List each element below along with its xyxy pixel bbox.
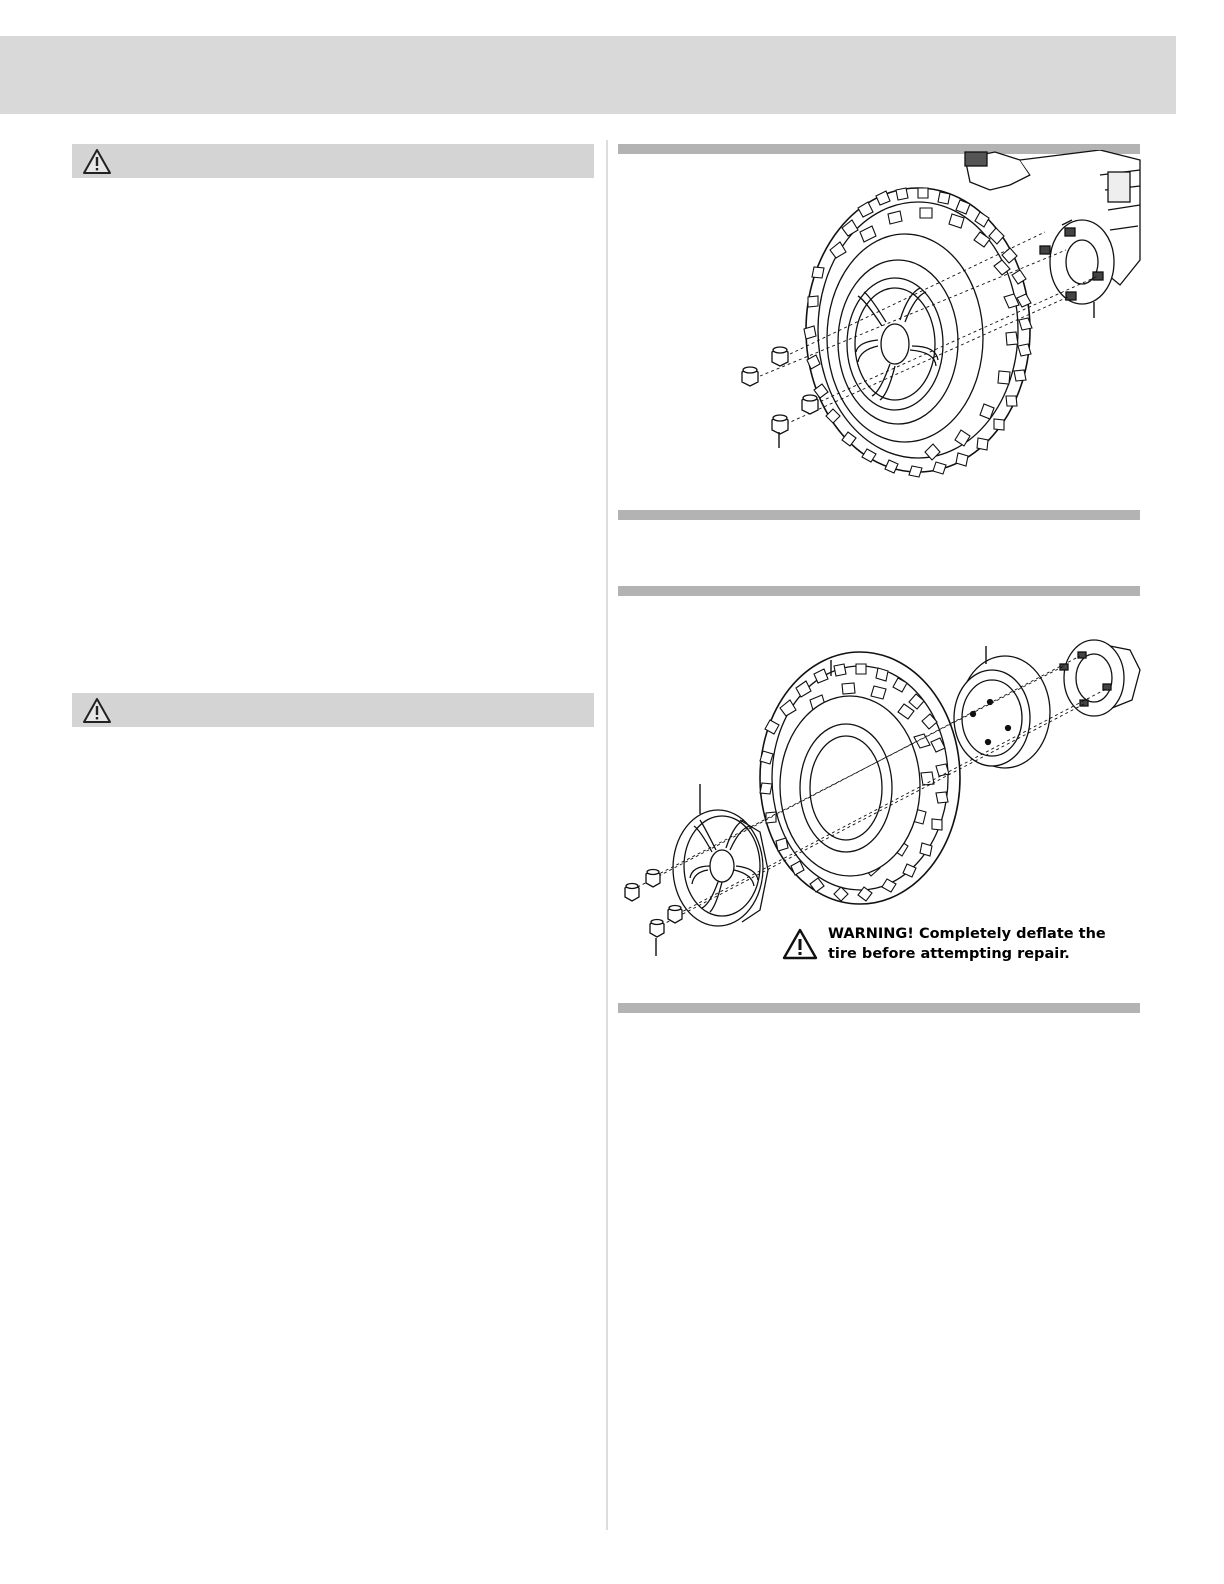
- figure-2-top-rule: [618, 586, 1140, 596]
- warning-triangle-icon: [82, 148, 112, 175]
- wheel-mounting-illustration: [612, 150, 1146, 500]
- deflate-warning-callout: [782, 924, 1142, 968]
- deflate-warning-line-1: WARNING! Completely deflate the: [828, 926, 1106, 942]
- warning-bar-1: [72, 144, 594, 178]
- deflate-warning-text: [828, 924, 1148, 964]
- page-header-band: [0, 36, 1176, 114]
- figure-1-bottom-rule: [618, 510, 1140, 520]
- deflate-warning-line-2: tire before attempting repair.: [828, 946, 1070, 962]
- figure-2-bottom-rule: [618, 1003, 1140, 1013]
- warning-triangle-icon: [82, 697, 112, 724]
- warning-triangle-icon: [782, 928, 818, 960]
- column-divider: [606, 140, 608, 1530]
- warning-bar-2: [72, 693, 594, 727]
